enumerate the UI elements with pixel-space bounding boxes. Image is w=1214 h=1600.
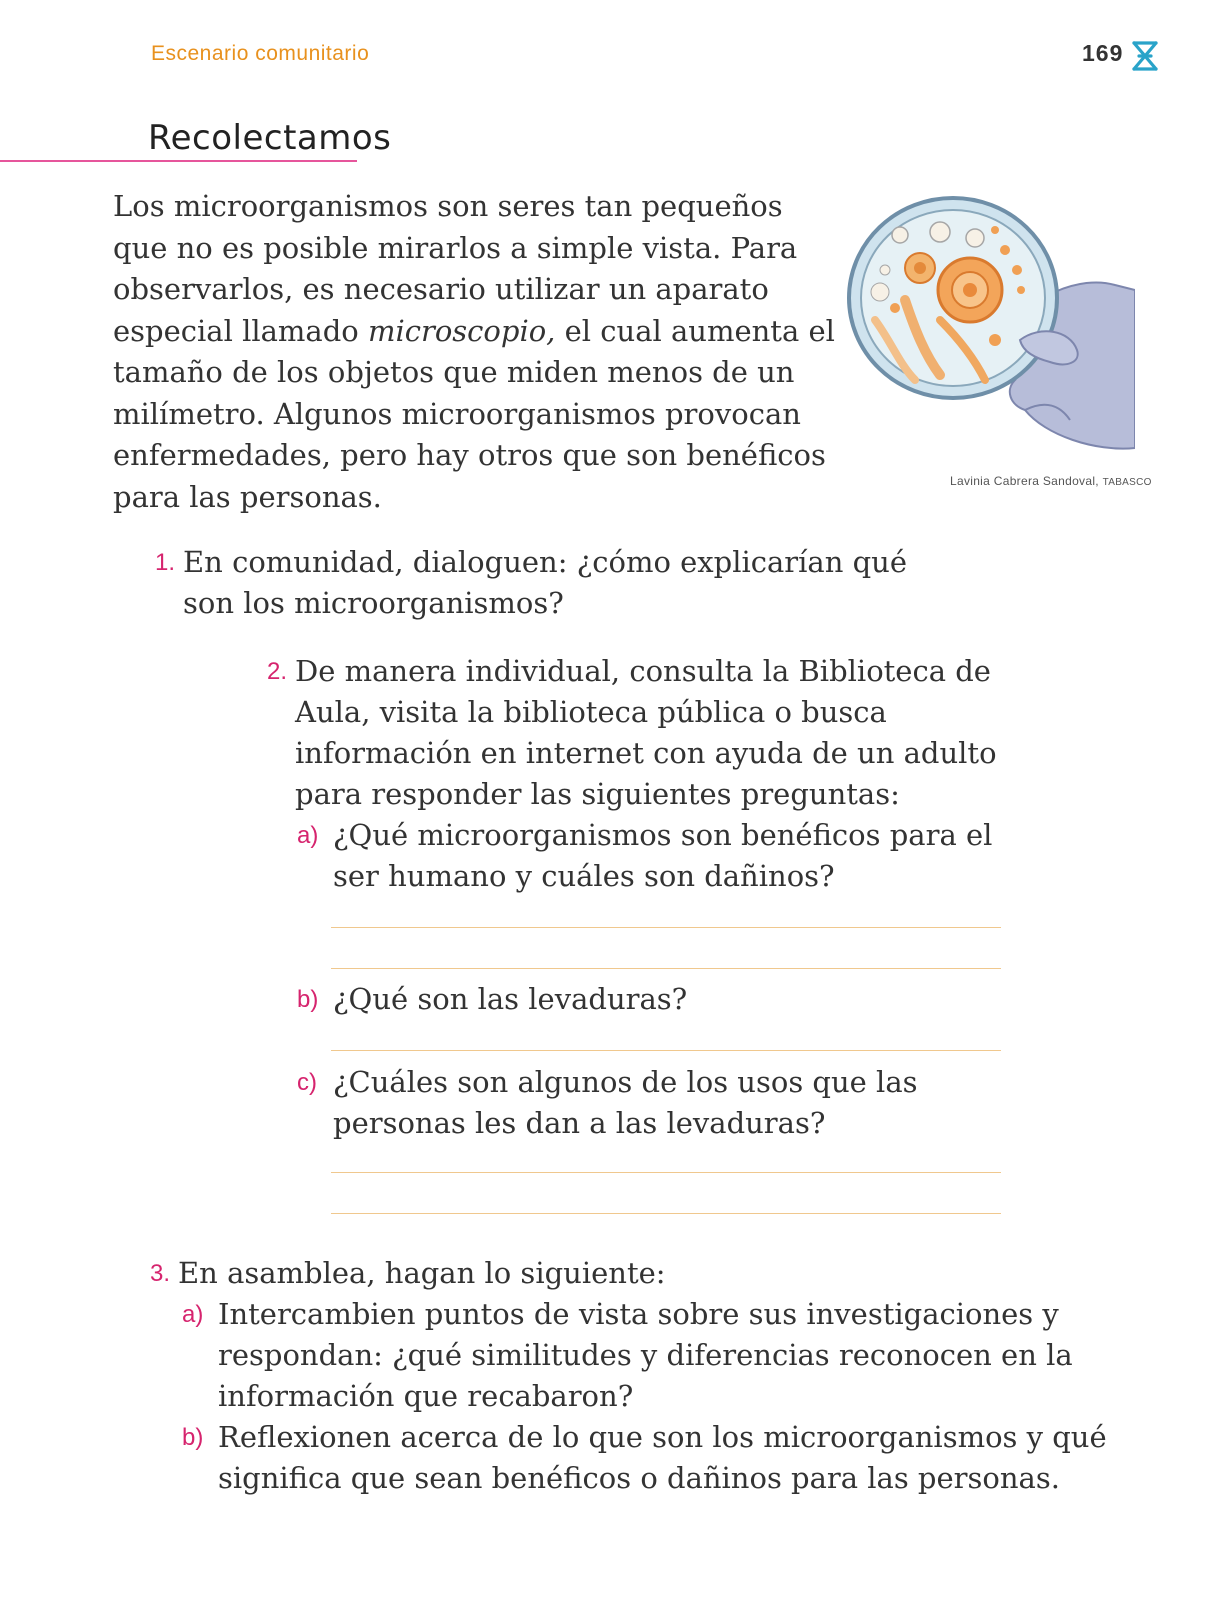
illustration-credit [950,474,1152,488]
intro-text-end: el cual aumenta el tamaño de los objetos que miden menos de un milímetro. Algunos microorganismos provocan enfermedades, pero hay otros que son benéficos para las personas. [113,313,835,514]
sub-label: c) [297,1069,317,1096]
sub-label: a) [297,822,319,849]
question-number: 3. [150,1260,171,1287]
question-number: 1. [155,549,176,576]
credit-place: TABASCO [1102,477,1152,488]
sub-label: b) [297,986,319,1013]
answer-line[interactable] [331,1050,1001,1051]
question-3b [182,1417,1122,1499]
intro-emphasis: microscopio, [367,313,556,348]
sub-label: a) [182,1301,204,1328]
question-number: 2. [267,658,288,685]
answer-line[interactable] [331,1213,1001,1214]
sub-text: Reflexionen acerca de lo que son los microorganismos y qué significa que sean benéficos o dañinos para las personas. [218,1420,1107,1495]
intro-text-start: Los microorganismos son seres tan pequeños que no es posible mirarlos a simple vista. Para observarlos, es necesario utilizar un aparato especial llamado [113,189,798,348]
question-text: En comunidad, dialoguen: ¿cómo explicarían qué son los microorganismos? [183,545,908,620]
question-2c [297,1062,1017,1144]
sub-label: b) [182,1424,204,1451]
question-2a [297,815,1017,897]
sub-text: ¿Qué son las levaduras? [333,982,688,1016]
question-3a [182,1294,1122,1417]
cross-knot-icon [1130,39,1160,73]
question-text: En asamblea, hagan lo siguiente: [178,1256,666,1290]
answer-line[interactable] [331,1172,1001,1173]
section-label: Escenario comunitario [151,42,370,65]
answer-line[interactable] [331,927,1001,928]
section-heading: Recolectamos [148,118,392,158]
question-3 [150,1253,1150,1294]
sub-text: ¿Qué microorganismos son benéficos para el ser humano y cuáles son dañinos? [333,818,993,893]
credit-name: Lavinia Cabrera Sandoval, [950,474,1099,488]
question-1 [155,542,915,624]
heading-underline [0,160,357,162]
question-2b [297,979,1017,1020]
question-2 [267,651,1027,815]
answer-line[interactable] [331,968,1001,969]
sub-text: Intercambien puntos de vista sobre sus investigaciones y respondan: ¿qué similitudes y diferencias reconocen en la información que recabaron? [218,1297,1073,1413]
petri-dish-icon [845,190,1135,458]
sub-text: ¿Cuáles son algunos de los usos que las personas les dan a las levaduras? [333,1065,918,1140]
question-text: De manera individual, consulta la Biblioteca de Aula, visita la biblioteca pública o busca información en internet con ayuda de un adulto para responder las siguientes preguntas: [295,654,997,811]
intro-paragraph [113,186,838,518]
page-number: 169 [1082,40,1124,66]
